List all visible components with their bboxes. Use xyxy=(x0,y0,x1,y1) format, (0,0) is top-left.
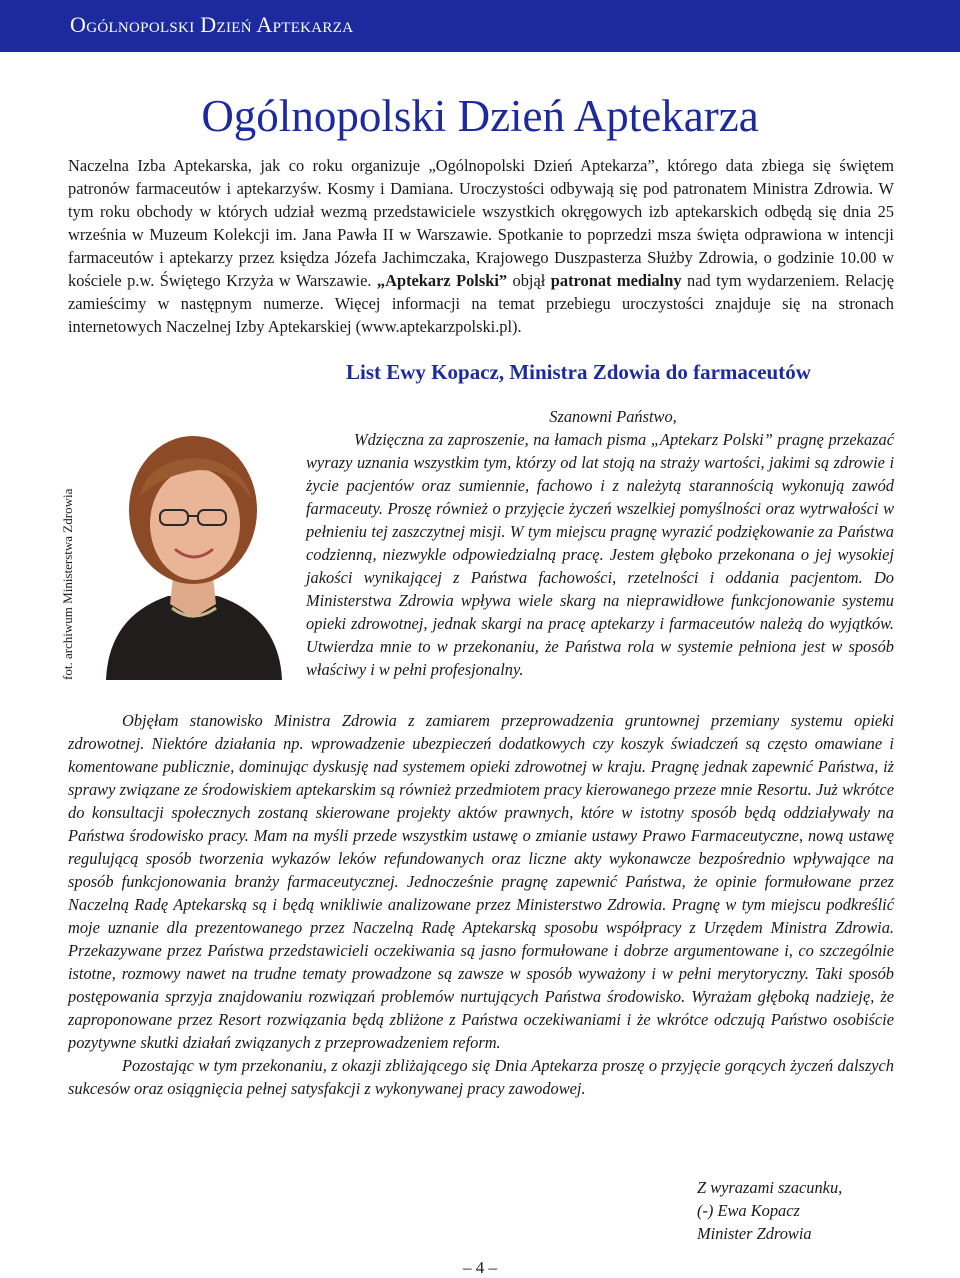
photo-credit: fot. archiwum Ministerstwa Zdrowia xyxy=(60,488,75,680)
portrait-photo xyxy=(88,418,298,680)
letter-opening xyxy=(306,405,894,681)
signature-role: Minister Zdrowia xyxy=(697,1224,812,1243)
letter-intro-paragraph: Wdzięczna za zaproszenie, na łamach pisma „Aptekarz Polski” pragnę przekazać wyrazy uznania wszystkim tym, którzy od lat stoją na straży wartości, jakimi są zdrowie i życie pacjentów oraz sumiennie, fachowo i z należytą starannością wykonują zawód farmaceuty. Proszę również o przyjęcie życzeń wszelkiej pomyślności oraz wytrwałości w pełnieniu tej zaszczytnej misji. W tym miejscu pragnę wyrazić podziękowanie za Państwa codzienną, niezwykle odpowiedzialną pracę. Jestem głęboko przekonana o jej wysokiej jakości wynikającej z Państwa fachowości, rzetelności i oddania pacjentom. Do Ministerstwa Zdrowia wpływa wiele skarg na nieprawidłowe funkcjonowanie systemu opieki zdrowotnej, jednak skargi na pracę aptekarzy i farmaceutów należą do wyjątków. Utwierdza mnie to w przekonaniu, że Państwa rola w systemie pełniona jest w sposób właściwy i w pełni profesjonalny. xyxy=(306,430,894,679)
section-header-title: Ogólnopolski Dzień Aptekarza xyxy=(70,12,354,37)
article-title: Ogólnopolski Dzień Aptekarza xyxy=(201,91,759,141)
intro-text-2: objął xyxy=(507,271,551,290)
intro-bold-patronage: patronat medialny xyxy=(550,271,682,290)
section-header-bar xyxy=(0,0,960,52)
letter-paragraph-2: Pozostając w tym przekonaniu, z okazji zbliżającego się Dnia Aptekarza proszę o przyjęcie gorących życzeń dalszych sukcesów oraz osiągnięcia pełnej satysfakcji z wykonywanej pracy zawodowej. xyxy=(68,1056,894,1098)
letter-paragraph-1: Objęłam stanowisko Ministra Zdrowia z zamiarem przeprowadzenia gruntownej przemiany systemu opieki zdrowotnej. Niektóre działania np. wprowadzenie ubezpieczeń dodatkowych czy koszyk świadczeń są często omawiane i komentowane publicznie, dominując dyskusję nad systemem opieki zdrowotnej w kraju. Pragnę jednak zapewnić Państwa, iż sprawy związane ze środowiskiem aptekarskim są również przedmiotem pracy kierowanego przeze mnie Resortu. Już wkrótce do konsultacji społecznych zostaną skierowane projekty aktów prawnych, które w istotny sposób będą oddziaływały na Państwa środowisko pracy. Mam na myśli przede wszystkim ustawę o zmianie ustawy Prawo Farmaceutyczne, nową ustawę regulującą sposób tworzenia wykazów leków refundowanych oraz liczne akty wykonawcze bezpośrednio wpływające na sposób funkcjonowania branży farmaceutycznej. Jednocześnie pragnę zapewnić Państwa, że opinie formułowane przez Naczelną Radę Aptekarską są i będą wnikliwie analizowane przez Ministerstwo Zdrowia. Pragnę w tym miejscu podkreślić moje uznanie dla prezentowanego przez Naczelną Radę Aptekarską sposobu współpracy z Urzędem Ministra Zdrowia. Przekazywane przez Państwa przedstawicieli oczekiwania są jasno formułowane i dobrze argumentowane i, co szczególnie istotne, rozmowy nawet na trudne tematy prowadzone są zawsze w sposób wyważony i w pełni merytoryczny. Taki sposób postępowania sprzyja znajdowaniu rozwiązań problemów nurtujących Państwa środowisko. Wyrażam głęboką nadzieję, że zaproponowane przez Resort rozwiązania będą zbliżone z Państwa oczekiwaniami i że wkrótce odczują Państwo osobiście pozytywne skutki działań związanych z przeprowadzeniem reform. xyxy=(68,711,894,1052)
intro-bold-publication: „Aptekarz Polski” xyxy=(376,271,508,290)
letter-title: List Ewy Kopacz, Ministra Zdowia do farmaceutów xyxy=(346,360,811,384)
letter-signature xyxy=(697,1176,842,1245)
intro-text-1: Naczelna Izba Aptekarska, jak co roku organizuje „Ogólnopolski Dzień Aptekarza”, którego data zbiega się świętem patronów farmaceutów i aptekarzyśw. Kosmy i Damiana. Uroczystości odbywają się pod patronatem Ministra Zdrowia. W tym roku obchody w których udział wezmą przedstawiciele wszystkich okręgowych izb aptekarskich odbędą się dnia 25 września w Muzeum Kolekcji im. Jana Pawła II w Warszawie. Spotkanie to poprzedzi msza święta odprawiona w intencji farmaceutów i aptekarzy przez księdza Józefa Jachimczaka, Krajowego Duszpasterza Służby Zdrowia, o godzinie 10.00 w kościele p.w. Świętego Krzyża w Warszawie. xyxy=(68,156,894,290)
page-number: – 4 – xyxy=(463,1258,497,1277)
article-intro xyxy=(68,154,894,338)
signature-name: (-) Ewa Kopacz xyxy=(697,1201,800,1220)
letter-body xyxy=(68,709,894,1100)
intro-text-3: nad tym wydarzeniem. Relację zamieścimy w następnym numerze. Więcej informacji na temat przebiegu uroczystości znajduje się na stronach internetowych Naczelnej Izby Aptekarskiej (www.aptekarzpolski.pl). xyxy=(68,271,895,336)
letter-greeting: Szanowni Państwo, xyxy=(549,407,677,426)
signature-closing: Z wyrazami szacunku, xyxy=(697,1178,843,1197)
